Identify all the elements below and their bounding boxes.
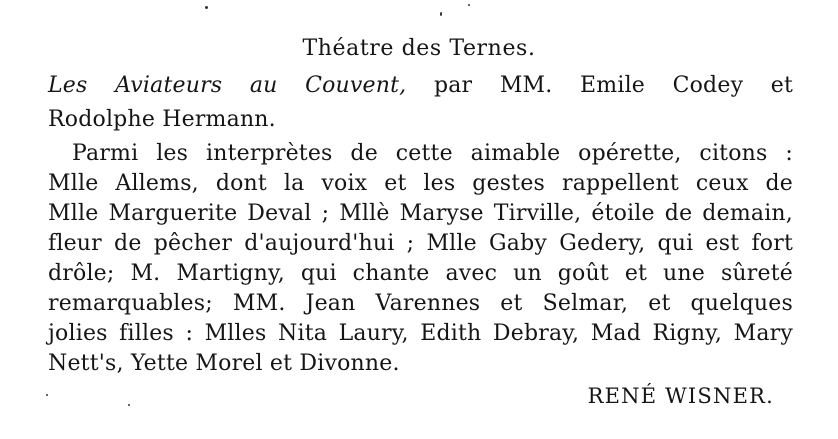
- text-line-9: jolies filles : Mlles Nita Laury, Edith Debray, Mad Rigny, Mary: [48, 321, 793, 346]
- play-authors: par MM. Emile Codey et: [406, 73, 794, 98]
- print-speck: [46, 394, 48, 396]
- print-speck: [440, 12, 442, 16]
- text-line-7: drôle; M. Martigny, qui chante avec un goût et une sûreté: [48, 261, 793, 286]
- print-speck: [468, 4, 470, 6]
- print-speck: [205, 6, 208, 9]
- text-line-2: Rodolphe Hermann.: [48, 107, 276, 132]
- text-line-4: Mlle Allems, dont la voix et les gestes rappellent ceux de: [48, 171, 793, 196]
- text-line-10: Nett's, Yette Morel et Divonne.: [48, 351, 400, 376]
- author-signature: RENÉ WISNER.: [587, 384, 774, 408]
- play-title: Les Aviateurs au Couvent,: [48, 73, 407, 98]
- text-line-6: fleur de pêcher d'aujourd'hui ; Mlle Gaby Gedery, qui est fort: [48, 231, 793, 256]
- article-title: Théatre des Ternes.: [302, 36, 536, 61]
- text-line-1: [48, 72, 793, 100]
- text-line-8: remarquables; MM. Jean Varennes et Selmar, et quelques: [48, 291, 793, 316]
- text-line-5: Mlle Marguerite Deval ; Mllè Maryse Tirville, étoile de demain,: [48, 201, 793, 226]
- print-speck: [128, 404, 130, 406]
- text-line-3: Parmi les interprètes de cette aimable opérette, citons :: [72, 141, 793, 166]
